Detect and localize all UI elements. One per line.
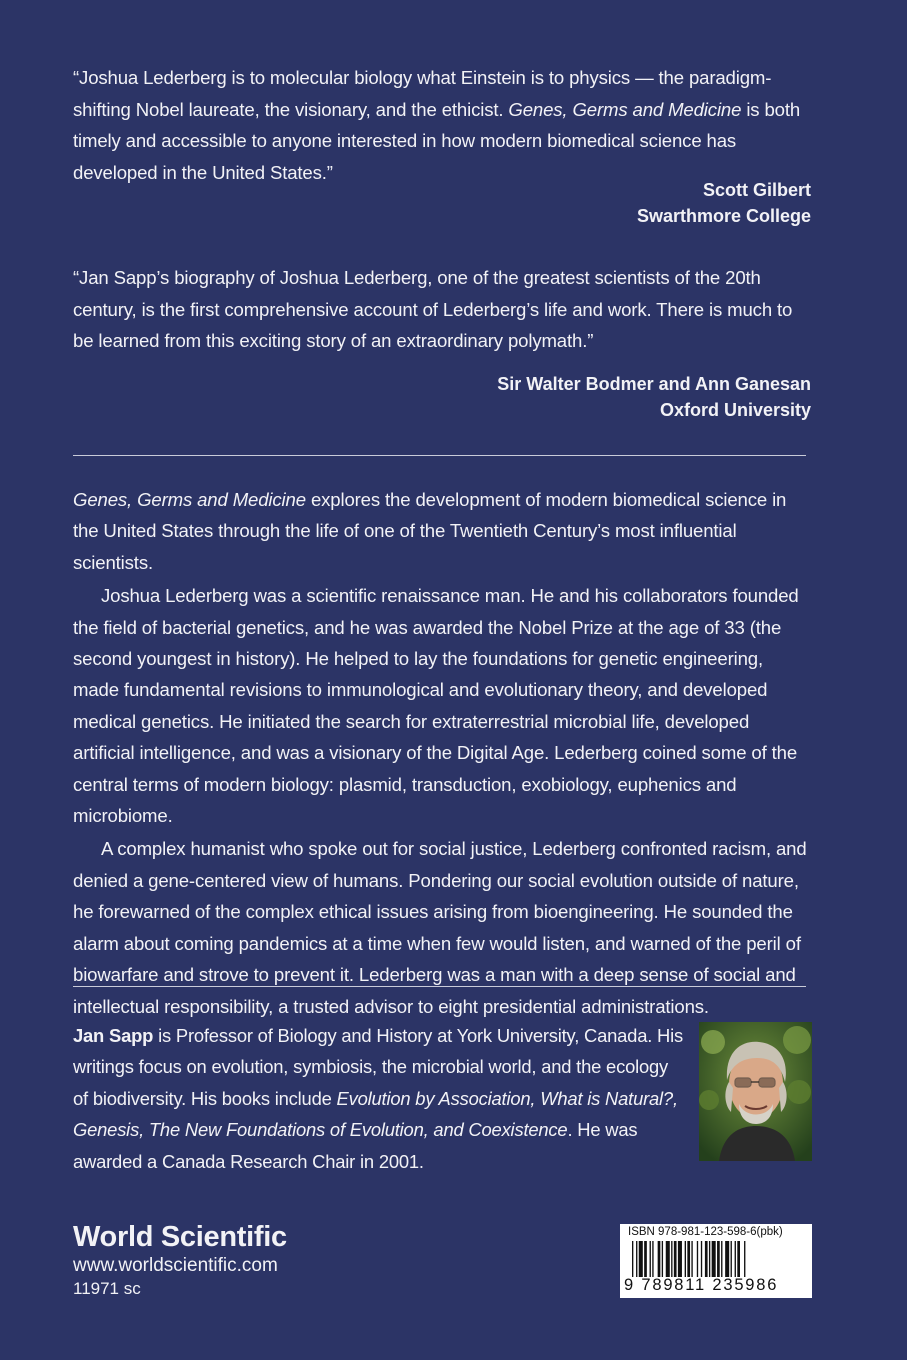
quote-text: “Joshua Lederberg is to molecular biology what Einstein is to physics — the paradigm-shifting Nobel laureate, the visionary, and the ethicist. [73,67,772,120]
barcode-bar [709,1241,710,1277]
barcode-bar [735,1241,736,1277]
barcode-bar [721,1241,722,1277]
barcode-bar [644,1241,647,1277]
author-photo [699,1022,812,1161]
endorsement-quote-1 [73,62,811,188]
description-paragraph [73,484,811,578]
endorsement-attribution-1 [637,177,811,229]
book-title: Genes, Germs and Medicine [73,489,306,510]
publisher-block [73,1219,287,1301]
author-bio [73,1020,683,1177]
barcode-bar [744,1241,745,1277]
barcode-bar [712,1241,716,1277]
bio-text: is Professor of Biology and History at York University, Canada. His writings focus on evolution, symbiosis, the microbial world, and the ecology of biodiversity. His books include [73,1025,684,1109]
endorser-affiliation: Swarthmore College [636,206,811,226]
barcode-bar [705,1241,708,1277]
divider [73,986,806,987]
barcode [620,1224,812,1298]
author-portrait-image [699,1022,812,1161]
barcode-bar [632,1241,633,1277]
paragraph-text: explores the development of modern biomedical science in the United States through the life of one of the Twentieth Century’s most influential scientists. [73,489,787,573]
barcode-bar [697,1241,698,1277]
barcode-bar [725,1241,729,1277]
endorser-name: Sir Walter Bodmer and Ann Ganesan [497,374,811,394]
barcode-bar [678,1241,682,1277]
barcode-bar [636,1241,637,1277]
barcode-bar [731,1241,732,1277]
endorser-name: Scott Gilbert [702,180,811,200]
barcode-bar [701,1241,702,1277]
barcode-bar [717,1241,720,1277]
barcode-digits: 9 789811 235986 [624,1276,779,1294]
book-description [73,484,811,1024]
publisher-name: World Scientific [73,1221,287,1253]
barcode-bar [658,1241,661,1277]
barcode-bar [685,1241,686,1277]
catalog-code: 11971 sc [73,1279,141,1298]
quote-text: is both timely and accessible to anyone interested in how modern biomedical science has developed in the United States.” [73,98,801,183]
barcode-bar [671,1241,672,1277]
divider [73,455,806,456]
barcode-bar [639,1241,643,1277]
book-list: Evolution by Association, What is Natural?, Genesis, The New Foundations of Evolution, and Coexistence [73,1087,678,1141]
barcode-bar [662,1241,663,1277]
author-name: Jan Sapp [73,1025,154,1046]
description-paragraph: Joshua Lederberg was a scientific renaissance man. He and his collaborators founded the field of bacterial genetics, and he was awarded the Nobel Prize at the age of 33 (the second youngest in history). He helped to lay the foundations for genetic engineering, made fundamental revisions to immunological and evolutionary theory, and developed medical genetics. He initiated the search for extraterrestrial microbial life, developed artificial intelligence, and was a visionary of the Digital Age. Lederberg coined some of the central terms of modern biology: plasmid, transduction, exobiology, euphenics and microbiome. [73,585,799,827]
barcode-bar [674,1241,677,1277]
bio-text: . He was awarded a Canada Research Chair in 2001. [73,1119,638,1172]
publisher-url: www.worldscientific.com [73,1255,278,1276]
barcode-bar [666,1241,670,1277]
barcode-bar [737,1241,740,1277]
endorsement-attribution-2 [497,371,811,423]
endorsement-quote-2: “Jan Sapp’s biography of Joshua Lederberg, one of the greatest scientists of the 20th century, is the first comprehensive account of Lederberg’s life and work. There is much to be learned from this exciting story of an extraordinary polymath.” [73,267,793,351]
isbn-label: ISBN 978-981-123-598-6(pbk) [628,1226,783,1238]
description-paragraph: A complex humanist who spoke out for social justice, Lederberg confronted racism, and denied a gene-centered view of humans. Pondering our social evolution outside of nature, he forewarned of the complex ethical issues arising from bioengineering. He sounded the alarm about coming pandemics at a time when few would listen, and warned of the peril of biowarfare and strove to prevent it. Lederberg was a man with a deep sense of social and intellectual responsibility, a trusted advisor to eight presidential administrations. [73,838,807,1017]
barcode-bar [687,1241,690,1277]
barcode-bar [650,1241,651,1277]
endorser-affiliation: Oxford University [659,400,811,420]
book-title: Genes, Germs and Medicine [508,98,742,120]
barcode-bar [652,1241,653,1277]
barcode-bar [691,1241,692,1277]
